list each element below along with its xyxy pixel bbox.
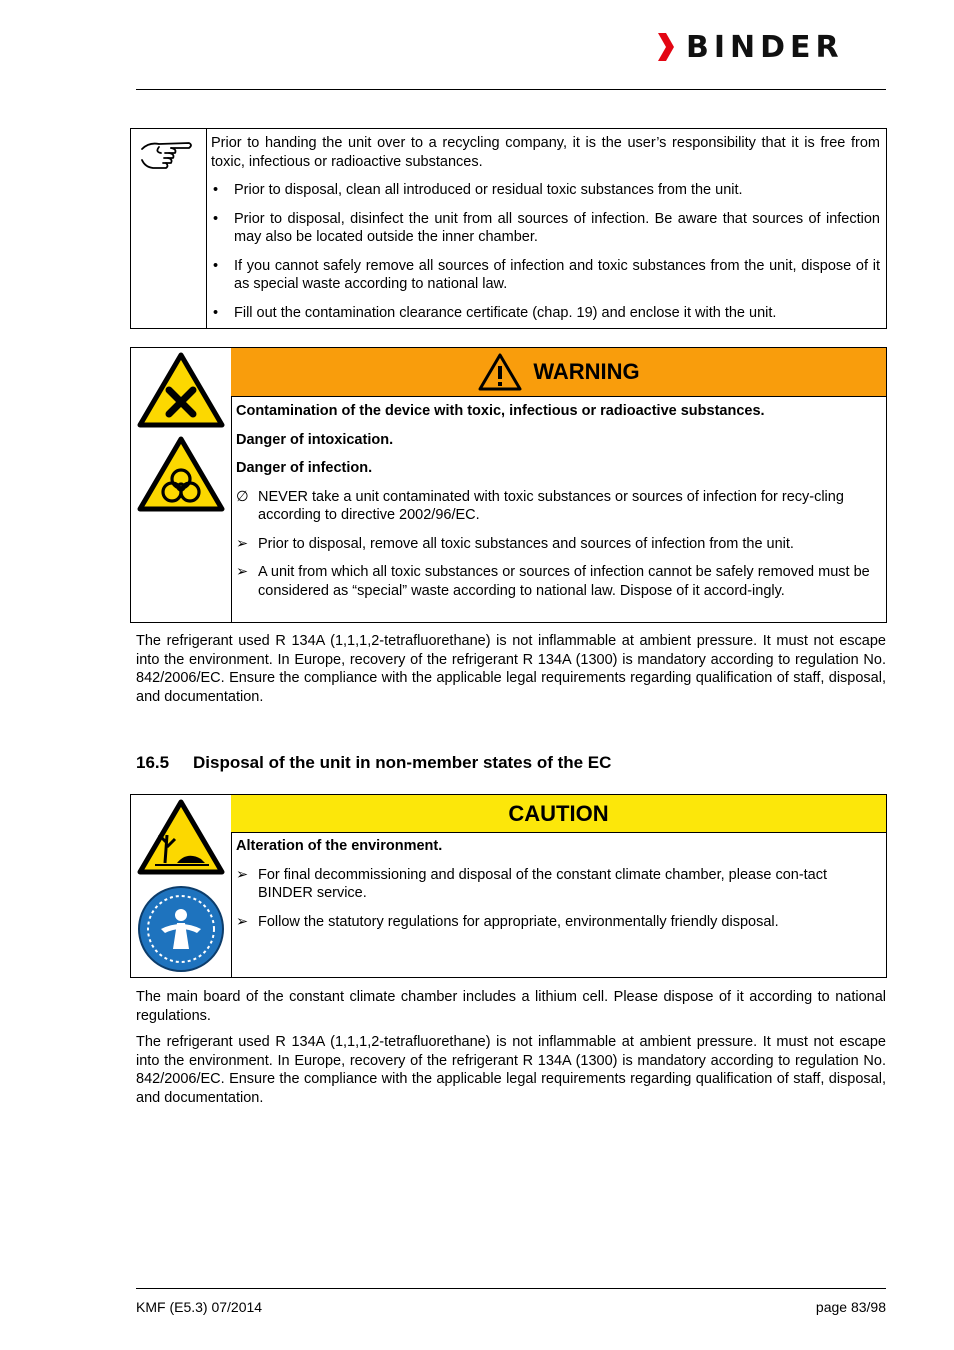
caution-text <box>236 837 874 941</box>
warning-line: Contamination of the device with toxic, infectious or radioactive substances. <box>236 403 765 419</box>
warning-text <box>236 402 874 610</box>
warning-header <box>231 348 886 397</box>
action-item <box>236 563 874 600</box>
prohibition-text: NEVER take a unit contaminated with toxic substances or sources of infection for recy-cling according to directive 2002/96/EC. <box>258 488 844 523</box>
caution-line: Alteration of the environment. <box>236 838 443 854</box>
action-text: Prior to disposal, remove all toxic substances and sources of infection from the unit. <box>258 535 794 552</box>
warning-line: Danger of intoxication. <box>236 431 394 448</box>
warning-exclamation-icon <box>477 352 523 392</box>
environment-hazard-icon <box>137 799 225 875</box>
arrow-icon: ➢ <box>236 535 249 552</box>
pointing-hand-icon <box>139 135 195 171</box>
caution-box <box>130 794 887 978</box>
note-box <box>130 128 887 329</box>
section-title: Disposal of the unit in non-member states of the EC <box>193 753 612 772</box>
list-item: • If you cannot safely remove all sources of infection and toxic substances from the unit, dispose of it as special waste according to national law. <box>213 257 880 292</box>
prohibition-item <box>236 488 874 525</box>
refrigerant-paragraph-2: The refrigerant used R 134A (1,1,1,2-tetrafluorethane) is not inflammable at ambient pressure. It must not escape into the environment. In Europe, recovery of the refrigerant R 134A (1300) is mandatory according to regulation No. 842/2006/EC. Ensure the compliance with the applicable legal requirements regarding qualification of staff, disposal, and documentation. <box>136 1034 886 1106</box>
note-intro: Prior to handing the unit over to a recycling company, it is the user’s responsibility that it is free from toxic, infectious or radioactive substances. <box>211 135 880 170</box>
caution-symbols <box>131 795 232 977</box>
caution-title: CAUTION <box>508 800 609 826</box>
action-item <box>236 913 874 932</box>
section-number: 16.5 <box>136 753 170 772</box>
action-text: Follow the statutory regulations for appropriate, environmentally friendly disposal. <box>258 913 779 930</box>
binder-logo <box>656 30 844 64</box>
arrow-icon: ➢ <box>236 866 249 883</box>
header-rule <box>136 89 886 90</box>
warning-symbols <box>131 348 232 622</box>
logo-text: BINDER <box>686 29 844 65</box>
list-item-text: Fill out the contamination clearance certificate (chap. 19) and enclose it with the unit. <box>234 304 777 321</box>
footer-page-number: page 83/98 <box>815 1299 886 1315</box>
action-text: A unit from which all toxic substances or sources of infection cannot be safely removed must be considered as “special” waste according to national law. Dispose of it accord-ingly. <box>258 564 870 599</box>
warning-line: Danger of infection. <box>236 460 373 476</box>
list-item: • Prior to disposal, clean all introduced or residual toxic substances from the unit. <box>213 182 743 198</box>
list-item-text: Prior to disposal, clean all introduced or residual toxic substances from the unit. <box>234 182 743 198</box>
harmful-substance-icon <box>137 352 225 428</box>
list-item-text: Prior to disposal, disinfect the unit from all sources of infection. Be aware that sources of infection may also be located outside the inner chamber. <box>234 210 880 245</box>
caution-header <box>231 795 886 833</box>
arrow-icon: ➢ <box>236 913 249 930</box>
action-item <box>236 535 874 554</box>
prohibition-icon: ∅ <box>236 488 249 505</box>
footer-rule <box>136 1288 886 1289</box>
note-icon-column <box>131 129 207 328</box>
lithium-paragraph: The main board of the constant climate chamber includes a lithium cell. Please dispose of it according to national regulations. <box>136 989 886 1024</box>
biohazard-icon <box>137 436 225 512</box>
warning-title: WARNING <box>533 359 640 384</box>
list-item-text: If you cannot safely remove all sources of infection and toxic substances from the unit, dispose of it as special waste according to national law. <box>234 257 880 292</box>
list-item: • Fill out the contamination clearance certificate (chap. 19) and enclose it with the unit. <box>213 304 777 321</box>
logo-chevron-icon <box>656 31 678 63</box>
warning-box <box>130 347 887 623</box>
environmental-label-icon <box>137 885 225 973</box>
action-item <box>236 866 874 903</box>
footer-doc-id: KMF (E5.3) 07/2014 <box>136 1299 263 1315</box>
list-item: • Prior to disposal, disinfect the unit from all sources of infection. Be aware that sources of infection may also be located outside the inner chamber. <box>213 210 880 245</box>
note-text <box>211 134 880 332</box>
arrow-icon: ➢ <box>236 564 249 580</box>
action-text: For final decommissioning and disposal of the constant climate chamber, please con-tact BINDER service. <box>258 866 828 901</box>
section-heading <box>136 753 611 773</box>
refrigerant-paragraph: The refrigerant used R 134A (1,1,1,2-tetrafluorethane) is not inflammable at ambient pressure. It must not escape into the environment. In Europe, recovery of the refrigerant R 134A (1300) is mandatory according to regulation No. 842/2006/EC. Ensure the compliance with the applicable legal requirements regarding qualification of staff, disposal, and documentation. <box>136 633 886 705</box>
